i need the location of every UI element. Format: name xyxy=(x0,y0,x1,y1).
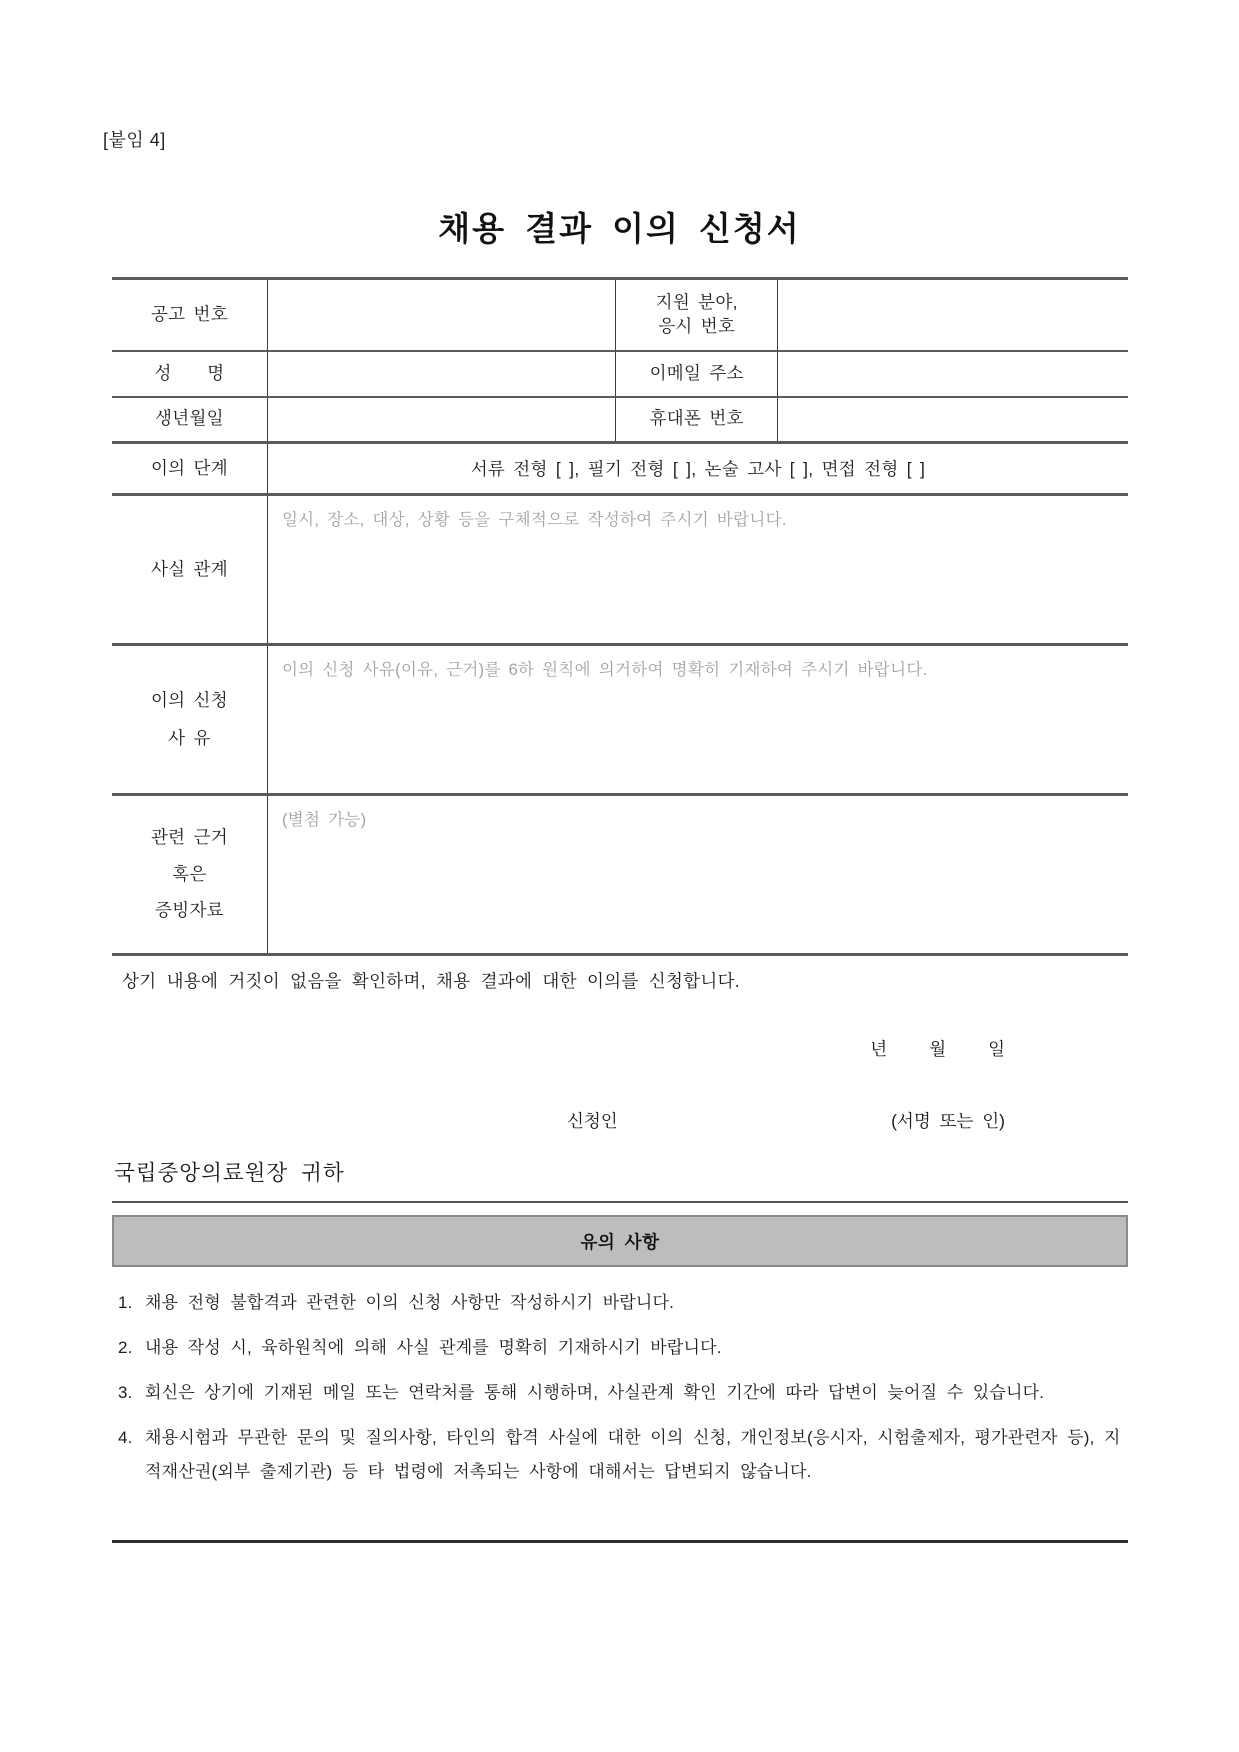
label-objection-reason-line1: 이의 신청 xyxy=(150,689,228,710)
notice-item-2 xyxy=(118,1331,1136,1365)
bottom-divider xyxy=(112,1540,1128,1543)
notice-item-3-text: 회신은 상기에 기재된 메일 또는 연락처를 통해 시행하며, 사실관계 확인 기간에 따라 답변이 늦어질 수 있습니다. xyxy=(145,1383,1045,1402)
notice-item-2-number: 2. xyxy=(118,1338,133,1357)
table-row-evidence xyxy=(112,795,1128,955)
notice-list xyxy=(118,1286,1136,1500)
recipient-line: 국립중앙의료원장 귀하 xyxy=(114,1161,345,1185)
page-title: 채용 결과 이의 신청서 xyxy=(438,210,801,247)
label-birthdate: 생년월일 xyxy=(112,397,267,443)
date-day-label: 일 xyxy=(988,1039,1005,1059)
field-birthdate xyxy=(267,397,615,443)
table-row-name xyxy=(112,351,1128,397)
label-name: 성 명 xyxy=(112,351,267,397)
label-application-field-line1: 지원 분야, xyxy=(655,292,738,313)
signature-seal-note: (서명 또는 인) xyxy=(891,1111,1005,1131)
notice-item-1 xyxy=(118,1286,1136,1320)
notice-item-2-text: 내용 작성 시, 육하원칙에 의해 사실 관계를 명확히 기재하시기 바랍니다. xyxy=(145,1338,722,1357)
declaration-statement: 상기 내용에 거짓이 없음을 확인하며, 채용 결과에 대한 이의를 신청합니다. xyxy=(122,971,740,991)
label-objection-stage: 이의 단계 xyxy=(112,443,267,495)
notice-header-bar: 유의 사항 xyxy=(112,1215,1128,1267)
field-notice-number xyxy=(267,279,615,351)
table-row-objection-stage xyxy=(112,443,1128,495)
field-mobile xyxy=(777,397,1128,443)
notice-item-4-number: 4. xyxy=(118,1428,133,1447)
field-objection-stage-checkboxes: 서류 전형 [ ], 필기 전형 [ ], 논술 고사 [ ], 면접 전형 [ ] xyxy=(267,443,1128,495)
field-objection-reason xyxy=(267,645,1128,795)
label-facts: 사실 관계 xyxy=(112,495,267,645)
field-facts xyxy=(267,495,1128,645)
notice-item-1-number: 1. xyxy=(118,1293,133,1312)
label-objection-reason-line2: 사 유 xyxy=(168,727,211,748)
notice-item-3 xyxy=(118,1376,1136,1410)
field-name xyxy=(267,351,615,397)
notice-item-4-text: 채용시험과 무관한 문의 및 질의사항, 타인의 합격 사실에 대한 이의 신청, 개인정보(응시자, 시험출제자, 평가관련자 등), 지적재산권(외부 출제기관) 등 타 법령에 저촉되는 사항에 대해서는 답변되지 않습니다. xyxy=(145,1428,1121,1481)
date-month-label: 월 xyxy=(929,1039,947,1059)
label-application-field-number xyxy=(616,279,778,351)
label-mobile: 휴대폰 번호 xyxy=(616,397,778,443)
field-evidence xyxy=(267,795,1128,955)
label-evidence xyxy=(112,795,267,955)
table-row-facts xyxy=(112,495,1128,645)
notice-top-divider xyxy=(112,1201,1128,1203)
date-line xyxy=(870,1036,1005,1061)
table-row-objection-reason xyxy=(112,645,1128,795)
label-evidence-line1: 관련 근거 xyxy=(150,827,228,848)
label-objection-reason xyxy=(112,645,267,795)
notice-item-3-number: 3. xyxy=(118,1383,133,1402)
facts-placeholder: 일시, 장소, 대상, 상황 등을 구체적으로 작성하여 주시기 바랍니다. xyxy=(281,511,787,529)
evidence-placeholder: (별첨 가능) xyxy=(281,811,367,829)
label-notice-number: 공고 번호 xyxy=(112,279,267,351)
table-row-birthdate xyxy=(112,397,1128,443)
field-application-field-number xyxy=(777,279,1128,351)
attachment-label: [붙임 4] xyxy=(103,130,166,150)
signature-line xyxy=(0,1108,1239,1134)
label-email: 이메일 주소 xyxy=(616,351,778,397)
notice-item-1-text: 채용 전형 불합격과 관련한 이의 신청 사항만 작성하시기 바랍니다. xyxy=(145,1293,675,1312)
date-year-label: 년 xyxy=(870,1039,888,1059)
label-evidence-line2: 혹은 xyxy=(172,863,207,884)
table-row-notice-number xyxy=(112,279,1128,351)
label-evidence-line3: 증빙자료 xyxy=(155,900,224,921)
notice-item-4 xyxy=(118,1421,1136,1489)
objection-reason-placeholder: 이의 신청 사유(이유, 근거)를 6하 원칙에 의거하여 명확히 기재하여 주시기 바랍니다. xyxy=(281,661,928,679)
label-application-field-line2: 응시 번호 xyxy=(658,315,736,336)
application-form-table xyxy=(112,277,1128,956)
field-email xyxy=(777,351,1128,397)
applicant-label: 신청인 xyxy=(567,1111,618,1131)
